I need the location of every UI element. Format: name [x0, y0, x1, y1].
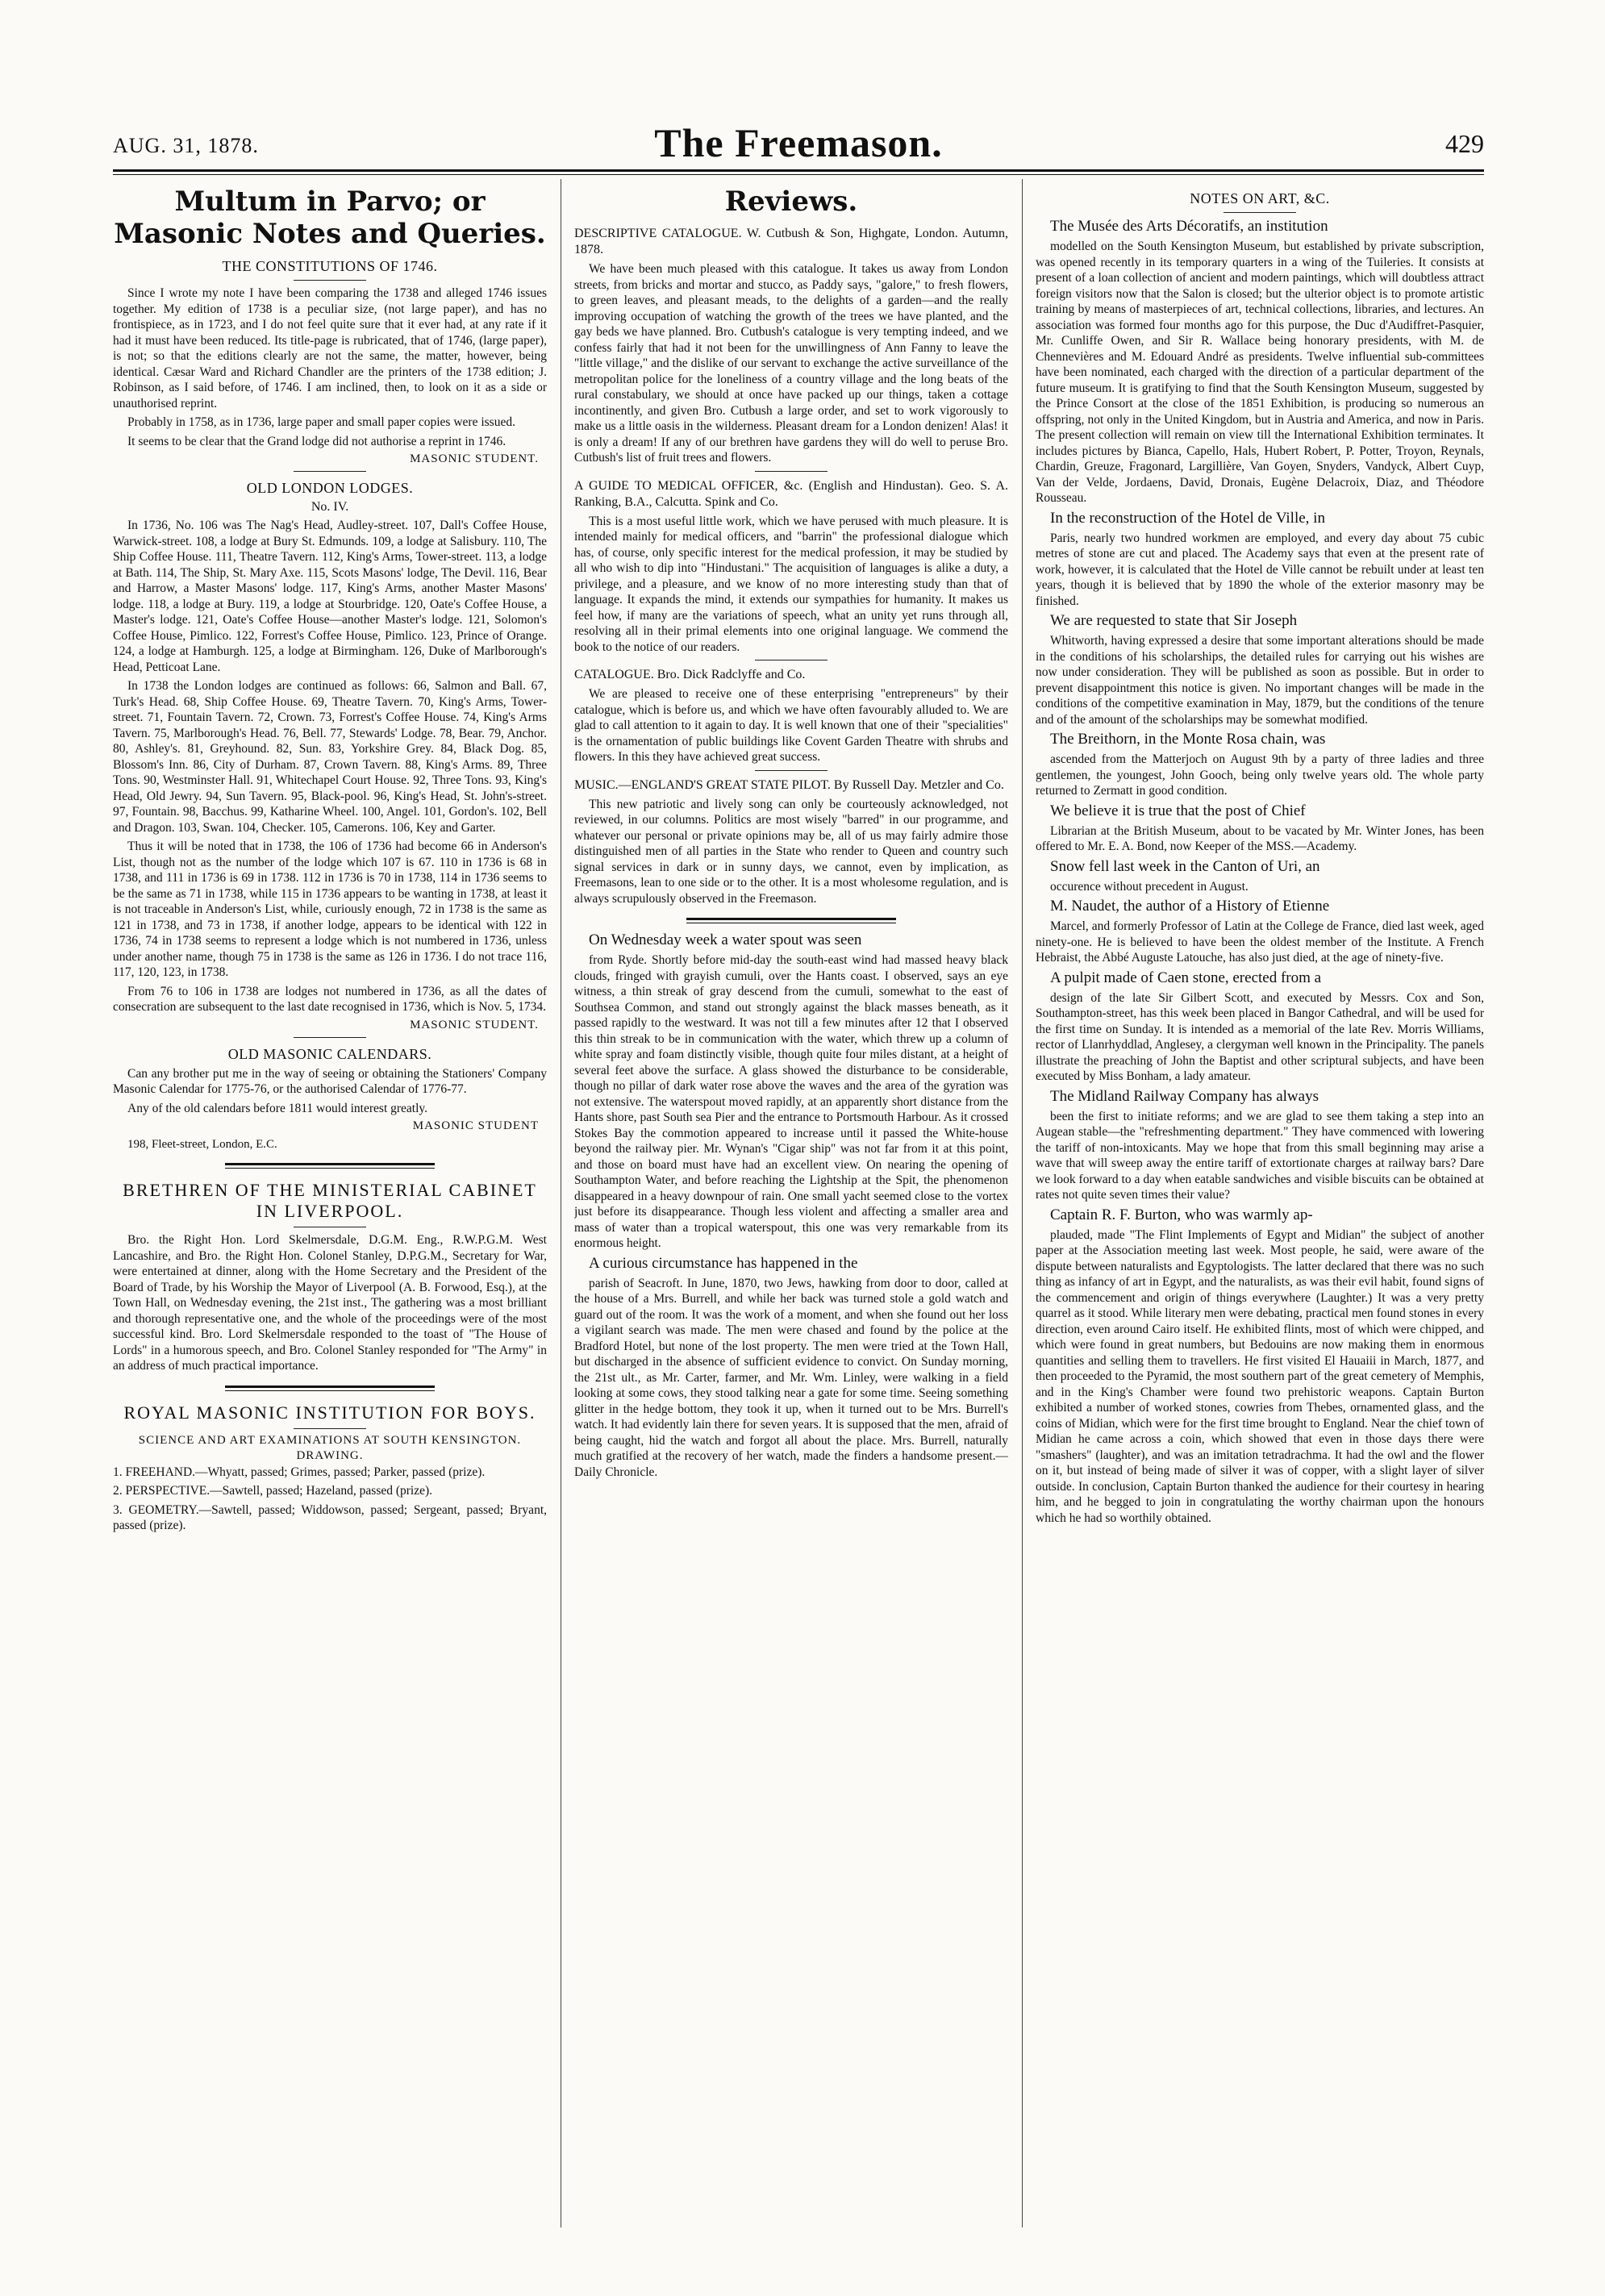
section-rule [755, 770, 828, 771]
article-paragraph: It seems to be clear that the Grand lodge did not authorise a reprint in 1746. [127, 434, 507, 448]
note-lead: M. Naudet, the author of a History of Etienne [1050, 898, 1330, 915]
review-title: A GUIDE TO MEDICAL OFFICER, &c. (English and Hindustan). Geo. S. A. Ranking, B.A., Calcutta. Spink and Co. [574, 478, 1008, 509]
list-item: 2. PERSPECTIVE.—Sawtell, passed; Hazeland, passed (prize). [113, 1484, 433, 1498]
section-rule [225, 1386, 435, 1391]
article-ministerial-cabinet [113, 1180, 547, 1374]
article-paragraph: In 1736, No. 106 was The Nag's Head, Audley-street. 107, Dall's Coffee House, Warwick-street. 108, a lodge at Bury St. Edmunds. 109, a lodge at Salisbury. 110, The Ship Coffee House. 111, Theatre Tavern. 112, King's Arms, Tower-street. 113, a lodge at Bath. 114, The Ship, St. Mary Axe. 115, Scots Masons' lodge, The Devil. 116, Bear and Harrow, a Master Masons' lodge. 117, King's Arms, another Master Masons' lodge. 118, a lodge at Bury. 119, a lodge at Stourbridge. 120, Oate's Coffee House, a Master's lodge. 121, Oate's Coffee House—another Master's lodge. 121, Solomon's Coffee House, Pimlico. 122, Forrest's Coffee House, Pimlico. 123, Prince of Orange. 124, a lodge at Hamburgh. 125, a lodge at Birmingham. 126, Duke of Marlborough's Head, Petticoat Lane. [113, 519, 547, 674]
note-item [1036, 969, 1484, 1085]
note-text: ascended from the Matterjoch on August 9th by a party of three ladies and three gentlemen, the youngest, John Gooch, being only twelve years old. The whole party returned to Zermatt in good condition. [1036, 752, 1484, 798]
review-descriptive-catalogue [574, 226, 1008, 466]
note-item [1036, 1206, 1484, 1527]
note-text: Librarian at the British Museum, about to be vacated by Mr. Winter Jones, has been offered to Mr. E. A. Bond, now Keeper of the MSS.—Academy. [1036, 823, 1484, 853]
section-rule [294, 471, 366, 472]
article-address: 198, Fleet-street, London, E.C. [127, 1138, 277, 1151]
newspaper-title: The Freemason. [654, 120, 943, 165]
section-rule [755, 471, 828, 472]
review-paragraph: We are pleased to receive one of these enterprising "entrepreneurs" by their catalogue, which is before us, and which we have often favourably alluded to. We are glad to call attention to it again to day. It is well known that one of their "specialities" is the ornamentation of public buildings like Covent Garden Theatre with shrubs and flowers. In this they have achieved great success. [574, 687, 1008, 764]
article-paragraph: Bro. the Right Hon. Lord Skelmersdale, D.G.M. Eng., R.W.P.G.M. West Lancashire, and Bro. the Right Hon. Colonel Stanley, D.P.G.M., Secretary for War, were entertained at dinner, along with the Home Secretary and the President of the Board of Trade, by his Worship the Mayor of Liverpool (A. B. Forwood, Esq.), at the Town Hall, on Wednesday evening, the 21st inst., The gathering was a most brilliant and thorough representative one, and the whole of the proceedings were of the most successful kind. Bro. Lord Skelmersdale responded to the toast of "The House of Lords" in a humorous speech, and Bro. Colonel Stanley responded for "The Army" in an address of much practical importance. [113, 1233, 547, 1373]
section-rule [686, 918, 896, 923]
section-rule [225, 1163, 435, 1169]
column-1 [113, 179, 547, 2227]
note-text: been the first to initiate reforms; and we are glad to see them taking a step into an Augean stable—the "refreshmenting department." They have commenced with lowering the tariff of non-intoxicants. May we hope that from this small beginning may arise a wave that will sweep away the entire tariff of extortionate charges at railway bars? Dare we look forward to a day when eatable sandwiches and visible biscuits can be obtained at rates not quite seven times their value? [1036, 1109, 1484, 1202]
article-paragraph: From 76 to 106 in 1738 are lodges not numbered in 1736, as all the dates of consecration are subsequent to the last date recognised in 1736, which is Nov. 5, 1734. [113, 984, 547, 1014]
drawing-heading: DRAWING. [296, 1448, 364, 1462]
article-paragraph: Since I wrote my note I have been comparing the 1738 and alleged 1746 issues together. My edition of 1738 is a peculiar size, (not large paper), and has no frontispiece, as in 1723, and I do not feel quite sure that it ever had, at any rate if it had it must have been reduced. Its title-page is rubricated, that of 1746, (large paper), is not; so that the editions clearly are not the same, the matter, however, being identical. Cæsar Ward and Richard Chandler are the printers of the 1738 edition; J. Robinson, as I said before, of 1746. I am inclined, then, to look on it as a side or unauthorised reprint. [113, 286, 547, 410]
article-heading: ROYAL MASONIC INSTITUTION FOR BOYS. [123, 1402, 536, 1423]
review-paragraph: This new patriotic and lively song can only be courteously acknowledged, not reviewed, in our columns. Politics are most wisely "barred" in our programme, and whatever our personal or private opinions may be, all of us may fairly admire those distinguished men of all parties in the State who render to Queen and country such signal services in dark or in sunny days, we cannot, even by implication, as Freemasons, lean to one side or to the other. It is a most wholesome regulation, and is always scrupulously observed in the Freemason. [574, 797, 1008, 906]
article-paragraph: from Ryde. Shortly before mid-day the south-east wind had massed heavy black clouds, fringed with grayish cumuli, over the Hants coast. I observed, says an eye witness, a thin streak of gray descend from the cumuli, somewhat to the east of Southsea Common, and stand out strongly against the black masses beneath, as it passed rapidly to the westward. It was not till a few minutes after 12 that I observed this thin streak to be in communication with the water, which threw up a column of white spray and foam distinctly visible, though quite four miles distant, at a height of several feet above the surface. A glass showed the disturbance to be considerable, though no pillar of dark water rose above the waves and the area of the gyration was not extensive. The waterspout moved rapidly, at an apparently short distance from the Hants shore, past South sea Pier and the entrance to Portsmouth Harbour. As it crossed Stokes Bay the commotion appeared to increase until it passed the White-house beyond the railway pier. Mr. Wynan's "Cigar ship" was not far from it at this point, and those on board must have had an excellent view. On nearing the opening of Southampton Water, and before reaching the Lightship at the Spit, the phenomenon disappeared in a heavy downpour of rain. One small yacht seemed close to the vortex just before its disappearance. Though less violent and affecting a smaller area and mass of water than a tropical waterspout, this one was very remarkable from its enormous height. [574, 953, 1008, 1250]
section-title-notes-on-art: NOTES ON ART, &C. [1190, 190, 1330, 206]
article-old-calendars [113, 1046, 547, 1152]
article-heading: OLD LONDON LODGES. [246, 480, 414, 496]
note-lead: In the reconstruction of the Hotel de Ville, in [1050, 509, 1325, 527]
article-water-spout [574, 931, 1008, 1252]
note-text: Whitworth, having expressed a desire that some important alterations should be made in the conditions of his scholarships, the detailed rules for carrying out his wishes are now under consideration. They will be published as soon as possible. But in order to prevent disappointment this notice is given. No important changes will be made in the conditions of the competitive examination in May, 1879, but the conditions of the tenure and of the amount of the scholarships may be somewhat modified. [1036, 634, 1484, 727]
article-paragraph: Thus it will be noted that in 1738, the 106 of 1736 had become 66 in Anderson's List, though not as the number of the lodge which 107 is 67. 110 in 1736 is 68 in 1738, and 111 in 1736 is 69 in 1738. 112 in 1736 is 70 in 1738, 114 in 1736 seems to be the same as 71 in 1738, while 115 in 1736 appears to be wanting in 1738, at least it is not traceable in Anderson's List, while, curiously enough, 72 in 1738 is the same as 121 in 1738, and 73 in 1738, if another lodge, appears to be identical with 122 in 1736, 74 in 1738 seems to represent a lodge which is not numbered in 1736, unless under another name, though 75 in 1738 is the same as 126 in 1736. I do not trace 116, 117, 120, 123, in 1738. [113, 840, 547, 979]
note-lead: We are requested to state that Sir Joseph [1050, 612, 1298, 629]
issue-date: AUG. 31, 1878. [113, 134, 259, 157]
article-signature: MASONIC STUDENT. [410, 452, 539, 465]
columns [113, 179, 1484, 2227]
note-text: modelled on the South Kensington Museum, but established by private subscription, was opened recently in its temporary quarters in a wing of the Tuileries. It consists at present of a loan collection of ancient and modern paintings, which will doubtless attract foreign visitors now that the Salon is closed; but the ulterior object is to promote artistic training by means of masterpieces of art, technical collections, libraries, and lectures. An association was formed four months ago for this purpose, the Duc d'Audiffret-Pasquier, Mr. Cunliffe Owen, and Sir R. Wallace being honorary presidents, with M. de Chennevières and M. Edouard André as presidents. Twelve influential sub-committees have been nominated, each charged with the direction of a particular department of the future museum. It is gratifying to find that the South Kensington Museum, suggested by the Prince Consort at the close of the 1851 Exhibition, is producing so numerous an offspring, not only in the United Kingdom, but in Austria and America, and now in Paris. The present collection will remain on view till the International Exhibition terminates. It includes pictures by Bianca, Capello, Hals, Hubert Robert, P. Potter, Troyon, Reynals, Chardin, Greuze, Fragonard, Largillière, Van Goyen, Snyders, Vandyck, Albert Cuyp, Van der Velde, Jordaens, David, Dronais, Eugène Delacroix, Diaz, and Théodore Rousseau. [1036, 240, 1484, 505]
note-text: design of the late Sir Gilbert Scott, and executed by Messrs. Cox and Son, Southampton-street, has this week been placed in Bangor Cathedral, and will be used for the first time on Sunday. It is intended as a memorial of the late Rev. Morris Williams, rector of Llanrhyddlad, Anglesey, a clergyman well known in the Principality. The panels illustrate the preaching of John the Baptist and other scriptural subjects, and have been executed by Miss Bonham, a lady amateur. [1036, 990, 1484, 1083]
heading-rule [294, 1428, 366, 1429]
article-subheading: No. IV. [311, 500, 349, 514]
section-title-notes-queries: Multum in Parvo; or Masonic Notes and Queries. [114, 185, 546, 250]
note-item [1036, 898, 1484, 966]
review-medical-guide [574, 478, 1008, 656]
article-heading: BRETHREN OF THE MINISTERIAL CABINET IN LIVERPOOL. [123, 1180, 537, 1221]
section-title-reviews: Reviews. [724, 185, 858, 218]
article-heading: OLD MASONIC CALENDARS. [227, 1045, 432, 1062]
article-paragraph: parish of Seacroft. In June, 1870, two Jews, hawking from door to door, called at the house of a Mrs. Burrell, and while her back was turned stole a gold watch and guard out of the room. It was the work of a moment, and when she found out her loss a vigilant search was made. The men were chased and found by the police at the Bradford Hotel, but none of the lost property. The men were tried at the Town Hall, but discharged in the absence of sufficient evidence to convict. On Sunday morning, the 21st ult., as Mr. Carter, farmer, and Mr. Wm. Linley, were walking in a field looking at some cows, they stood talking near a gate for some time. Seeing something glitter in the hedge bottom, they took it up, when it turned out to be Mrs. Burrell's watch. It had evidently lain there for seven years. It is supposed that the men, afraid of being caught, hid the watch and forgot all about the place. Mrs. Burrell, naturally much gratified at the recovery of her watch, made the finders a handsome present.—Daily Chronicle. [574, 1276, 1008, 1479]
heading-rule [294, 280, 366, 281]
article-old-london-lodges [113, 480, 547, 1032]
note-lead: The Musée des Arts Décoratifs, an institution [1050, 218, 1328, 235]
article-signature: MASONIC STUDENT. [410, 1018, 539, 1031]
column-divider [1022, 179, 1023, 2227]
masthead-rule [113, 169, 1484, 175]
note-item [1036, 731, 1484, 799]
review-title: MUSIC.—ENGLAND'S GREAT STATE PILOT. By Russell Day. Metzler and Co. [574, 777, 1004, 792]
article-heading: THE CONSTITUTIONS OF 1746. [222, 258, 438, 274]
review-paragraph: This is a most useful little work, which we have perused with much pleasure. It is intended mainly for medical officers, and "barrin" the professional dialogue which has, of course, only specific interest for the medical profession, it may be studied by all who wish to dip into "Hindustani." The acquisition of languages is alike a duty, a privilege, and a pleasure, and we know of no more interesting study than that of language. It expands the mind, it extends our sympathies for humanity. It makes us feel how, if many are the variations of speech, what an unity yet runs through all, resolving all in their primal elements into one original language. We commend the book to the notice of our readers. [574, 514, 1008, 654]
page-number: 429 [1445, 129, 1484, 158]
note-text: occurence without precedent in August. [1050, 879, 1249, 894]
column-2 [574, 179, 1008, 2227]
note-item [1036, 218, 1484, 506]
note-lead: Captain R. F. Burton, who was warmly ap- [1050, 1206, 1313, 1223]
newspaper-page [113, 119, 1484, 2232]
note-lead: The Breithorn, in the Monte Rosa chain, was [1050, 731, 1326, 748]
list-item: 1. FREEHAND.—Whyatt, passed; Grimes, passed; Parker, passed (prize). [113, 1465, 486, 1479]
review-paragraph: We have been much pleased with this catalogue. It takes us away from London streets, from bricks and mortar and stucco, as Paddy says, "galore," to fresh flowers, to green leaves, and pleasant meads, to the delights of a garden—and the really improving occupation of watching the growth of the trees we have planted, and the gay beds we have planned. Bro. Cutbush's catalogue is very tempting indeed, and we confess fairly that had it not been for the unwillingness of Ann Fanny to leave the "little village," and the dislike of our servant to exchange the active surveillance of the metropolitan police for the loneliness of a country village and the long beats of the rural constabulary, we should at once have packed up our things, taken a cottage incontinently, and given Bro. Cutbush a large order, and set to work vigorously to make us a little oasis in the wilderness. Pleasant dream for a London denizen! Alas! it is only a dream! If any of our brethren have gardens they will do well to peruse Bro. Cutbush's list of fruit trees and flowers. [574, 262, 1008, 465]
review-catalogue-radclyffe [574, 667, 1008, 765]
note-item [1036, 1088, 1484, 1203]
note-item [1036, 858, 1484, 895]
note-text: Paris, nearly two hundred workmen are employed, and every day about 75 cubic metres of stone are cut and placed. The Academy says that even at the present rate of work, however, it is calculated that the Hotel de Ville cannot be rebuilt under at least ten years, though it is believed that by 1890 the whole of the exterior masonry may be finished. [1036, 531, 1484, 608]
article-paragraph: Any of the old calendars before 1811 would interest greatly. [127, 1101, 428, 1115]
heading-rule [1224, 212, 1296, 213]
review-title: DESCRIPTIVE CATALOGUE. W. Cutbush & Son, Highgate, London. Autumn, 1878. [574, 227, 1008, 256]
note-lead: A pulpit made of Caen stone, erected from a [1050, 969, 1322, 986]
review-music [574, 777, 1008, 907]
article-paragraph: In 1738 the London lodges are continued as follows: 66, Salmon and Ball. 67, Turk's Head. 68, Ship Coffee House. 69, Theatre Tavern. 70, King's Arms, Tower-street. 71, Fountain Tavern. 72, Crown. 73, Forrest's Coffee House. 74, King's Arms Tavern. 75, Marlborough's Head. 76, Bell. 77, Stewards' Lodge. 78, Bear. 79, Anchor. 80, Ashley's. 81, Greyhound. 82, Sun. 83, Yorkshire Grey. 84, Black Dog. 85, Blossom's Inn. 86, City of Durham. 87, Crown Tavern. 88, King's Arms. 89, Three Tons. 90, Westminster Hall. 91, Whitechapel Court House. 92, Three Tons. 93, King's Head, Old Jewry. 94, Sun Tavern. 95, Black-pool. 96, King's Head, St. John's-street. 97, Fountain. 98, Bacchus. 99, Katharine Wheel. 100, Angel. 101, Gordon's. 102, Bell and Dragon. 103, Swan. 104, Checker. 105, Camerons. 106, Key and Garter. [113, 679, 547, 835]
article-subheading: SCIENCE AND ART EXAMINATIONS AT SOUTH KENSINGTON. [138, 1433, 522, 1447]
note-lead: The Midland Railway Company has always [1050, 1087, 1319, 1105]
masthead [113, 119, 1484, 168]
article-paragraph: Can any brother put me in the way of seeing or obtaining the Stationers' Company Masonic Calendar for 1775-76, or the authorised Calendar of 1776-77. [113, 1066, 547, 1096]
review-title: CATALOGUE. Bro. Dick Radclyffe and Co. [574, 668, 806, 681]
note-text: plauded, made "The Flint Implements of Egypt and Midian" the subject of another paper at the Association meeting last week. Most people, he said, were aware of the dispute between naturalists and Egyptologists. The latter declared that there was no such thing as infancy of art in Egypt, and the naturalists, as was their evil habit, found signs of the commencement and origin of things everywhere (Laughter.) It was a very pretty quarrel as it stood. While literary men were debating, practical men found stones in every direction, even around Cairo itself. He exhibited flints, most of which were chipped, and which were found in great numbers, but Bedouins are now making them in enormous quantities and selling them to travellers. He first visited El Hauaiii in March, 1877, and then proceeded to the Pyramid, the most southern part of the great cemetery of Memphis, and in the King's Chamber were found two prehistoric weapons. Captain Burton exhibited a number of worked stones, cowries from Thebes, ornamented glass, and the coins of Midian, which were for the first time brought to England. Near the chief town of Midian he came across a coin, which showed that even in those days there were "smashers" (laughter), and was an imitation tetradrachma. It had the owl and the flower on it, but instead of being made of silver it was of copper, with a slight layer of silver outside. In conclusion, Captain Burton thanked the audience for their courtesy in hearing him, and he begged to join in congratulating the worthy chairman upon the honours which he had so worthily obtained. [1036, 1227, 1484, 1525]
column-3 [1036, 179, 1484, 2227]
note-item [1036, 802, 1484, 855]
article-lead: A curious circumstance has happened in the [589, 1254, 858, 1272]
article-lead: On Wednesday week a water spout was seen [589, 931, 862, 948]
article-curious-circumstance [574, 1255, 1008, 1481]
article-signature: MASONIC STUDENT [412, 1119, 539, 1132]
article-royal-masonic-institution [113, 1402, 547, 1534]
note-lead: Snow fell last week in the Canton of Uri, an [1050, 857, 1320, 875]
article-constitutions [113, 258, 547, 466]
note-item [1036, 612, 1484, 727]
note-item [1036, 510, 1484, 610]
note-text: Marcel, and formerly Professor of Latin at the College de France, died last week, aged ninety-one. He is believed to have been the oldest member of the Institute. A French Hebraist, the Abbé Auguste Latouche, has also just died, at the age of ninety-five. [1036, 919, 1484, 965]
note-lead: We believe it is true that the post of Chief [1050, 802, 1306, 819]
list-item: 3. GEOMETRY.—Sawtell, passed; Widdowson, passed; Sergeant, passed; Bryant, passed (prize). [113, 1502, 547, 1532]
section-rule [294, 1037, 366, 1038]
article-paragraph: Probably in 1758, as in 1736, large paper and small paper copies were issued. [127, 415, 515, 429]
